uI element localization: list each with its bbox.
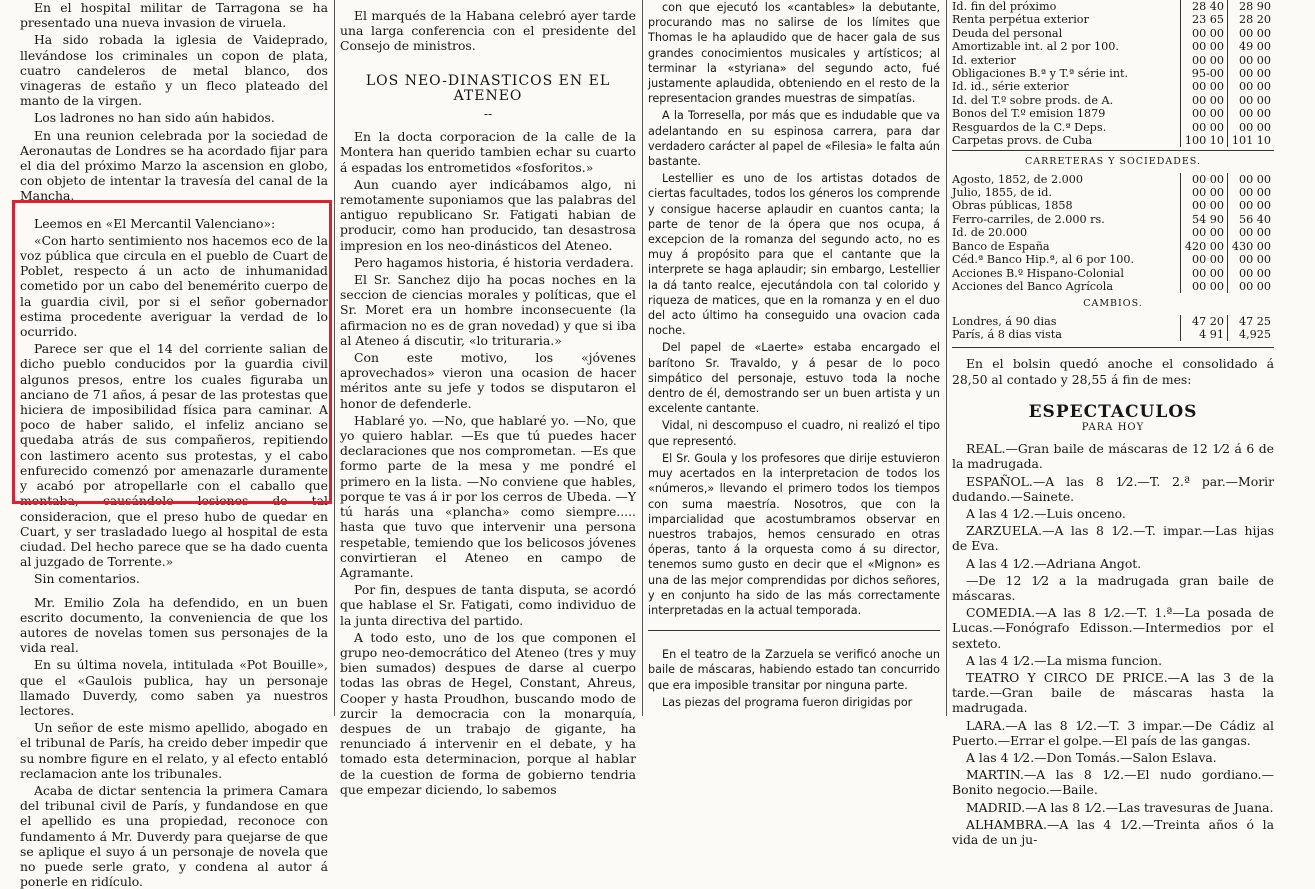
spectacle-item: ZARZUELA.—A las 8 1⁄2.—T. impar.—Las hijas de Eva. <box>952 523 1274 554</box>
market-label: Obligaciones B.ª y T.ª série int. <box>952 67 1129 81</box>
market-row <box>952 94 1274 107</box>
article-paragraph: Con este motivo, los «jóvenes aprovechados» vieron una ocasion de hacer méritos ante su jefe y todos se disputaron el honor de defenderle. <box>340 350 636 411</box>
market-label: Agosto, 1852, de 2.000 <box>952 172 1084 186</box>
market-value: 00 00 <box>1181 121 1228 134</box>
market-value: 00 00 <box>1181 40 1228 53</box>
market-row <box>952 121 1274 134</box>
market-label: Id. del T.º sobre prods. de A. <box>952 93 1114 107</box>
market-value: 430 00 <box>1228 240 1275 253</box>
review-paragraph: Lestellier es uno de los artistas dotados de ciertas facultades, todos los géneros los comprende y consigue hacerse aplaudir en cuantos canta; la parte de tenor de la ópera que nos ocupa, á excepcion de la romanza del segundo acto, no es muy á propósito para que el cantante que la interprete se haga aplaudir; sin embargo, Lestellier la dá tanto realce, ejecutándola con tal colorido y riqueza de matices, que en la romanza y en el duo del acto último ha conseguido una ovacion cada noche. <box>648 172 940 338</box>
market-value: 00 00 <box>1181 199 1228 212</box>
market-label: Londres, á 90 dias <box>952 314 1057 328</box>
market-value: 47 20 <box>1181 315 1228 328</box>
news-item: Acaba de dictar sentencia la primera Camara del tribunal civil de París, y fundandose en que el apellido es una propiedad, reconoce con fundamento á Mr. Duverdy para quejarse de que se aplique el suyo á un personaje de novela que no puede serle grato, y condena al autor á ponerle en ridículo. <box>20 782 328 889</box>
market-value: 00 00 <box>1181 173 1228 186</box>
market-value: 56 40 <box>1228 213 1275 226</box>
news-item: Mr. Emilio Zola ha defendido, en un buen escrito documento, la conveniencia de que los autores de novelas tomen sus personajes de la vida real. <box>20 594 328 656</box>
market-label: Renta perpétua exterior <box>952 13 1089 27</box>
market-row <box>952 13 1274 26</box>
market-row <box>952 328 1274 341</box>
news-item: Un señor de este mismo apellido, abogado en el tribunal de París, ha creido deber impedir que su nombre figure en el relato, y al efecto entabló reclamacion ante los tribunales. <box>20 720 328 781</box>
market-label: Julio, 1855, de id. <box>952 186 1052 200</box>
subhead-carreteras: CARRETERAS Y SOCIEDADES. <box>1025 156 1201 168</box>
market-row <box>952 27 1274 40</box>
spectacle-item: TEATRO Y CIRCO DE PRICE.—A las 3 de la tarde.—Gran baile de máscaras hasta la madrugada. <box>952 670 1274 716</box>
market-label: Resguardos de la C.ª Deps. <box>952 120 1107 134</box>
spectacle-item: —De 12 1⁄2 a la madrugada gran baile de máscaras. <box>952 572 1274 603</box>
market-table <box>952 0 1274 147</box>
market-label: Amortizable int. al 2 por 100. <box>952 40 1119 54</box>
market-value: 00 00 <box>1228 267 1275 280</box>
column-divider <box>334 0 335 716</box>
spectacle-item: A las 4 1⁄2.—La misma funcion. <box>966 652 1163 668</box>
market-row <box>952 54 1274 67</box>
news-item: En el teatro de la Zarzuela se verificó anoche un baile de máscaras, habiendo estado tan concurrido que era imposible transitar por ninguna parte. <box>648 648 940 692</box>
market-label: París, á 8 dias vista <box>952 327 1062 341</box>
para-hoy: PARA HOY <box>1081 421 1145 433</box>
market-row <box>952 240 1274 253</box>
separator <box>952 347 1274 348</box>
column-divider <box>946 0 947 716</box>
separator <box>648 630 940 631</box>
column-4 <box>952 0 1274 848</box>
article-paragraph: A todo esto, uno de los que componen el grupo neo-democrático del Ateneo (tres y muy bien sumados) despues de darse al cuerpo todas las obras de Hegel, Constant, Ahreus, Cooper y hasta Proudhon, buscando modo de zurcir la democracia con la monarquía, despues de un trabajo de gigante, ha renunciado á intervenir en el debate, y ha tomado esta determinacion, porque al hablar de la cuestion de forma de gobierno tendria que empezar diciendo, lo sabemos <box>340 629 636 797</box>
market-label: Obras públicas, 1858 <box>952 199 1073 213</box>
quote-comment: Sin comentarios. <box>34 571 140 587</box>
spectacle-item: ALHAMBRA.—A las 4 1⁄2.—Treinta años ó la vida de un ju- <box>952 816 1274 848</box>
news-item: Las piezas del programa fueron dirigidas por <box>662 695 913 709</box>
cambios-table <box>952 315 1274 342</box>
article-paragraph: En la docta corporacion de la calle de la Montera han querido tambien echar su cuarto á espadas los entrometidos «fosforitos.» <box>340 129 636 175</box>
spectacle-item: A las 4 1⁄2.—Adriana Angot. <box>966 555 1142 571</box>
column-3 <box>648 0 940 716</box>
carreteras-table <box>952 173 1274 294</box>
market-label: Id. fin del próximo <box>952 0 1057 13</box>
market-value: 00 00 <box>1228 253 1275 266</box>
article-paragraph: El Sr. Sanchez dijo ha pocas noches en la seccion de ciencias morales y políticas, que el Sr. Moret era un hombre inconsecuente (la afirmacion no es de gran novedad) y que si iba al Ateneo á discutir, «lo trituraria.» <box>340 272 636 348</box>
news-item: Los ladrones no han sido aún habidos. <box>34 110 275 126</box>
market-value: 00 00 <box>1228 173 1275 186</box>
market-value: 00 00 <box>1228 226 1275 239</box>
market-value: 00 00 <box>1228 80 1275 93</box>
market-row <box>952 134 1274 147</box>
market-value: 95-00 <box>1181 67 1228 80</box>
market-value: 00 00 <box>1181 94 1228 107</box>
market-value: 00 00 <box>1181 107 1228 120</box>
bolsin-note: En el bolsin quedó anoche el consolidado á 28,50 al contado y 28,55 á fin de mes: <box>952 356 1274 387</box>
separator <box>952 150 1274 151</box>
spectacle-item: MARTIN.—A las 8 1⁄2.—El nudo gordiano.—Bonito negocio.—Baile. <box>952 767 1274 798</box>
market-value: 00 00 <box>1181 226 1228 239</box>
spectacles-title: ESPECTACULOS <box>1028 401 1198 422</box>
news-item: En una reunion celebrada por la sociedad de Aeronautas de Londres se ha acordado fijar para el dia del próximo Marzo la ascension en globo, con objeto de intentar la travesía del canal de la Mancha. <box>20 127 328 204</box>
review-paragraph: A la Torresella, por más que es indudable que va adelantando en su espinosa carrera, para dar verdadero carácter al papel de «Filesia» le falta aún bastante. <box>648 109 940 169</box>
review-paragraph: con que ejecutó los «cantables» la debutante, procurando mas no salirse de los límites que Thomas le ha aplaudido que de hacer gala de sus grandes conocimientos musicales y artísticos; al terminar la «styriana» del segundo acto, fué justamente aplaudida, obteniendo en el resto de la representacion grandes muestras de simpatías. <box>648 1 940 106</box>
market-value: 00 00 <box>1181 54 1228 67</box>
market-label: Id. exterior <box>952 53 1016 67</box>
market-value: 00 00 <box>1228 121 1275 134</box>
market-label: Acciones B.º Hispano-Colonial <box>952 266 1124 280</box>
article-paragraph: Pero hagamos historia, é historia verdadera. <box>354 254 634 270</box>
market-row <box>952 107 1274 120</box>
title-dash: -- <box>483 106 493 122</box>
market-value: 00 00 <box>1228 186 1275 199</box>
market-value: 49 00 <box>1228 40 1275 53</box>
article-paragraph: Hablaré yo. —No, que hablaré yo. —No, que yo quiero hablar. —Es que tú puedes hacer declaraciones que nos comprometan. —Es que formo parte de la mesa y me pondré el primero en la lista. —No conviene que hables, porque te vas á ir por los cerros de Ubeda. —Y tú harás una «plancha» como siempre..... hasta que tuvo que intervenir una persona respetable, temiendo que los belicosos jóvenes convirtieran el Ateneo en campo de Agramante. <box>340 412 636 580</box>
market-value: 00 00 <box>1181 267 1228 280</box>
spectacle-item: ESPAÑOL.—A las 8 1⁄2.—T. 2.ª par.—Morir dudando.—Sainete. <box>952 473 1274 504</box>
market-row <box>952 253 1274 266</box>
market-value: 4 91 <box>1181 328 1228 341</box>
market-value: 54 90 <box>1181 213 1228 226</box>
article-paragraph: Aun cuando ayer indicábamos algo, ni remotamente suponiamos que las palabras del antiguo republicano Sr. Fatigati habian de producir, como han producido, tan desastrosa impresion en los neo-dinásticos del Ateneo. <box>340 176 636 253</box>
spectacle-item: LARA.—A las 8 1⁄2.—T. 3 impar.—De Cádiz al Puerto.—Errar el golpe.—El país de las gangas. <box>952 717 1274 748</box>
market-row <box>952 67 1274 80</box>
market-row <box>952 315 1274 328</box>
market-row <box>952 199 1274 212</box>
section-title: LOS NEO-DINASTICOS EN EL ATENEO <box>365 72 611 104</box>
market-row <box>952 280 1274 293</box>
market-row <box>952 173 1274 186</box>
market-value: 100 10 <box>1181 134 1228 147</box>
market-label: Ferro-carriles, de 2.000 rs. <box>952 212 1105 226</box>
news-item: En su última novela, intitulada «Pot Bouille», que el «Gaulois publica, hay un personaje llamado Duverdy, como saben ya nuestros lectores. <box>20 657 328 718</box>
market-row <box>952 226 1274 239</box>
market-value: 00 00 <box>1228 94 1275 107</box>
market-value: 28 40 <box>1181 0 1228 13</box>
spectacle-item: REAL.—Gran baile de máscaras de 12 1⁄2 á 6 de la madrugada. <box>952 441 1274 472</box>
market-value: 00 00 <box>1228 54 1275 67</box>
spectacle-item: A las 4 1⁄2.—Don Tomás.—Salon Eslava. <box>966 750 1217 766</box>
review-paragraph: El Sr. Goula y los profesores que dirije estuvieron muy acertados en la interpretacion de todos los «números,» llevando el primero todos los tiempos con suma maestría. Nosotros, que con la imparcialidad que acostumbramos observar en nuestros trabajos, hemos censurado en otras óperas, tanto á la orquesta como á su director, tenemos sumo gusto en decir que el «Mignon» es una de las mejor comprendidas por dichos señores, y en conjunto ha sido de las más correctamente interpretadas en la actual temporada. <box>648 451 940 617</box>
market-label: Id. id., série exterior <box>952 80 1069 94</box>
news-item: El marqués de la Habana celebró ayer tarde una larga conferencia con el presidente del Consejo de ministros. <box>340 8 636 54</box>
market-label: Banco de España <box>952 239 1050 253</box>
market-value: 00 00 <box>1181 186 1228 199</box>
market-value: 00 00 <box>1181 80 1228 93</box>
subhead-cambios: CAMBIOS. <box>1083 298 1143 310</box>
quoted-article <box>20 216 328 587</box>
market-row <box>952 213 1274 226</box>
market-label: Céd.ª Banco Hip.ª, al 6 por 100. <box>952 253 1135 267</box>
market-row <box>952 0 1274 13</box>
market-row <box>952 80 1274 93</box>
market-value: 420 00 <box>1181 240 1228 253</box>
market-value: 00 00 <box>1228 27 1275 40</box>
review-paragraph: Vidal, ni descompuso el cuadro, ni realizó el tipo que representó. <box>648 419 940 448</box>
market-value: 23 65 <box>1181 13 1228 26</box>
column-2 <box>340 0 636 797</box>
spectacle-item: A las 4 1⁄2.—Luis onceno. <box>966 505 1126 521</box>
market-label: Deuda del personal <box>952 26 1063 40</box>
market-value: 00 00 <box>1228 67 1275 80</box>
market-value: 00 00 <box>1181 27 1228 40</box>
market-value: 4,925 <box>1228 328 1275 341</box>
quote-paragraph: «Con harto sentimiento nos hacemos eco de la voz pública que circula en el pueblo de Cuart de Poblet, respecto á un acto de inhumanidad cometido por un cabo del benemérito cuerpo de la guardia civil, por si el señor gobernador estima procedente averiguar la verdad de lo ocurrido. <box>20 232 328 340</box>
market-value: 00 00 <box>1181 253 1228 266</box>
market-row <box>952 40 1274 53</box>
market-label: Id. de 20.000 <box>952 226 1028 240</box>
review-paragraph: Del papel de «Laerte» estaba encargado el barítono Sr. Travaldo, y á pesar de lo poco simpático del personaje, estuvo toda la noche dentro de él, demostrando ser un buen artista y un excelente cantante. <box>648 341 940 416</box>
market-label: Bonos del T.º emision 1879 <box>952 107 1106 121</box>
market-value: 00 00 <box>1228 199 1275 212</box>
quote-intro: Leemos en «El Mercantil Valenciano»: <box>34 215 276 231</box>
news-item: En el hospital militar de Tarragona se ha presentado una nueva invasion de viruela. <box>20 0 328 31</box>
quote-paragraph: Parece ser que el 14 del corriente salian de dicho pueblo conducidos por la guardia civil algunos presos, entre los cuales figuraba un anciano de 71 años, á pesar de las protestas que hiciera de imposibilidad física para caminar. A poco de haber salido, el infeliz anciano se quedaba atrás de sus compañeros, repitiendo con lastimero acento sus protestas, y el cabo enfurecido comenzó por amenazarle duramente y acabó por atropellarle con el caballo que montaba, causándole lesiones de tal consideracion, que el preso hubo de quedar en Cuart, y ser trasladado luego al hospital de esta ciudad. Del hecho parece que se ha dado cuenta al juzgado de Torrente.» <box>20 341 328 570</box>
news-item: Ha sido robada la iglesia de Vaideprado, llevándose los criminales un copon de plata, cuatro candeleros de metal blanco, dos vinageras de estaño y un fleco plateado del manto de la virgen. <box>20 32 328 109</box>
market-value: 28 90 <box>1228 0 1275 13</box>
column-1 <box>20 0 328 889</box>
market-row <box>952 186 1274 199</box>
market-row <box>952 267 1274 280</box>
market-value: 00 00 <box>1228 107 1275 120</box>
market-value: 00 00 <box>1228 280 1275 293</box>
spectacle-item: COMEDIA.—A las 8 1⁄2.—T. 1.ª—La posada de Lucas.—Fonógrafo Edisson.—Intermedios por el sexteto. <box>952 605 1274 651</box>
market-value: 00 00 <box>1181 280 1228 293</box>
column-divider <box>642 0 643 716</box>
market-label: Carpetas provs. de Cuba <box>952 134 1093 148</box>
market-value: 47 25 <box>1228 315 1275 328</box>
spectacle-item: MADRID.—A las 8 1⁄2.—Las travesuras de Juana. <box>966 799 1274 815</box>
market-value: 28 20 <box>1228 13 1275 26</box>
market-value: 101 10 <box>1228 134 1275 147</box>
spectacles-list <box>952 441 1274 847</box>
article-paragraph: Por fin, despues de tanta disputa, se acordó que hablase el Sr. Fatigati, como individuo de la junta directiva del partido. <box>340 582 636 628</box>
market-label: Acciones del Banco Agrícola <box>952 279 1114 293</box>
